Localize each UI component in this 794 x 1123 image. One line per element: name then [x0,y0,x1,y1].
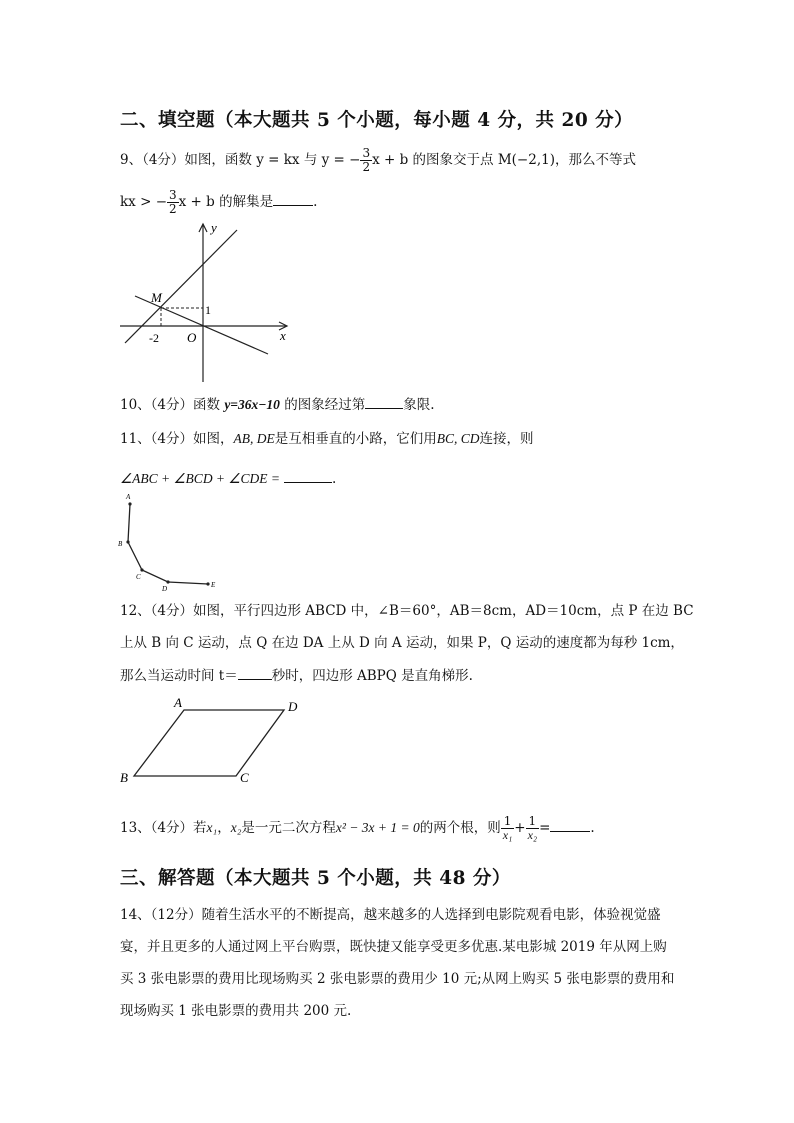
origin-label: O [187,330,197,345]
question-12-line1: 12、（4分）如图，平行四边形 ABCD 中，∠B＝60°，AB＝8cm，AD＝10cm，点 P 在边 BC [120,603,694,619]
q11-point-a [128,502,131,505]
q11-point-b [126,540,129,543]
q13-x2: x₂ [230,820,242,835]
q11-path [128,504,208,584]
question-10 [120,394,435,415]
q13-f1-num: 1 [501,815,515,829]
section-heading-solutions: 三、解答题（本大题共 5 个小题，共 48 分） [120,868,511,889]
q13-f2-num: 1 [526,815,540,829]
question-14-line2: 宴，并且更多的人通过网上平台购票，既快捷又能享受更多优惠.某电影城 2019 年从网上购 [120,939,667,955]
q13-suffix: 的两个根，则 [419,820,501,836]
y-tick-label: 1 [205,303,211,317]
q9-line2-suffix: x + b 的解集是 [178,194,274,210]
q9-answer-blank[interactable] [273,191,313,206]
q9-fraction [360,147,372,174]
question-14-line4: 现场购买 1 张电影票的费用共 200 元. [120,1003,352,1019]
q9-fraction-2 [167,189,179,216]
q13-sep: ， [217,820,231,836]
q12-label-a: A [174,695,182,710]
point-m-label: M [151,290,162,305]
x-tick-label: -2 [149,331,159,345]
q9-frac-num: 3 [362,146,371,160]
q11-label-a: A [126,493,131,501]
q11-label-b: B [118,540,123,548]
q9-end: . [313,194,318,210]
q13-middle: 是一元二次方程 [241,820,336,836]
q13-answer-blank[interactable] [550,817,590,832]
q9-frac-den: 2 [362,160,371,174]
q11-point-c [140,568,143,571]
q10-suffix: 的图象经过第 [279,397,366,413]
q11-end: . [332,471,337,487]
question-12-line2: 上从 B 向 C 运动，点 Q 在边 DA 上从 D 向 A 运动，如果 P，Q 运动的速度都为每秒 1cm， [120,635,684,651]
q13-fraction-1 [501,815,515,842]
q11-label-c: C [136,573,141,581]
q13-plus: + [514,820,526,836]
q11-middle: 是互相垂直的小路，它们用 [274,431,437,447]
q13-prefix: 13、（4分）若 [120,820,207,836]
q13-eq: = [539,820,551,836]
q13-fraction-2 [526,815,540,842]
q12-label-c: C [240,770,249,785]
q11-segs: AB, DE [233,431,275,446]
question-11-line2 [120,468,336,489]
q11-point-e [206,582,209,585]
q11-point-d [166,580,169,583]
q9-suffix: x + b 的图象交于点 M(−2,1)，那么不等式 [372,152,636,168]
parallelogram-abcd [134,710,284,776]
question-9-line1 [120,147,636,174]
q12-label-b: B [120,770,128,785]
q10-end: 象限. [403,397,435,413]
q9-line2-prefix: kx > − [120,194,167,210]
q12-line3-prefix: 那么当运动时间 t＝ [120,668,238,684]
q9-graph [115,218,295,386]
q9-frac2-den: 2 [169,202,177,216]
question-13 [120,815,595,842]
q13-equation: x² − 3x + 1 = 0 [335,820,420,835]
q12-label-d: D [288,699,298,714]
q9-prefix: 9、（4分）如图，函数 y = kx 与 y = − [120,152,361,168]
y-axis-label: y [211,220,217,235]
q12-line3-suffix: 秒时，四边形 ABPQ 是直角梯形. [271,668,473,684]
q10-answer-blank[interactable] [365,394,403,409]
question-11-line1 [120,429,534,449]
q11-answer-blank[interactable] [284,468,332,483]
q13-end: . [590,820,595,836]
question-14-line3: 买 3 张电影票的费用比现场购买 2 张电影票的费用少 10 元;从网上购买 5 张电影票的费用和 [120,971,675,987]
q9-frac2-num: 3 [169,188,177,202]
q10-prefix: 10、（4分）函数 [120,397,225,413]
q11-label-d: D [162,585,168,593]
section-heading-fill-in: 二、填空题（本大题共 5 个小题，每小题 4 分，共 20 分） [120,110,634,131]
q11-angle-sum: ∠ABC + ∠BCD + ∠CDE = [120,471,281,486]
q11-segs2: BC, CD [436,431,480,446]
question-14-line1: 14、（12分）随着生活水平的不断提高，越来越多的人选择到电影院观看电影，体验视觉盛 [120,907,661,923]
question-12-line3 [120,665,473,686]
q13-x1: x₁ [206,820,218,835]
q12-answer-blank[interactable] [238,665,272,680]
question-9-line2 [120,189,317,216]
q11-label-e: E [211,581,216,589]
x-axis-label: x [280,328,286,343]
q11-suffix: 连接，则 [479,431,534,447]
q12-figure [112,694,308,786]
q11-prefix: 11、（4分）如图， [120,431,234,447]
q10-formula: y=36x−10 [224,397,280,412]
q13-f1-den: x₁ [502,828,513,842]
q13-f2-den: x₂ [527,828,538,842]
q11-figure [112,490,222,594]
